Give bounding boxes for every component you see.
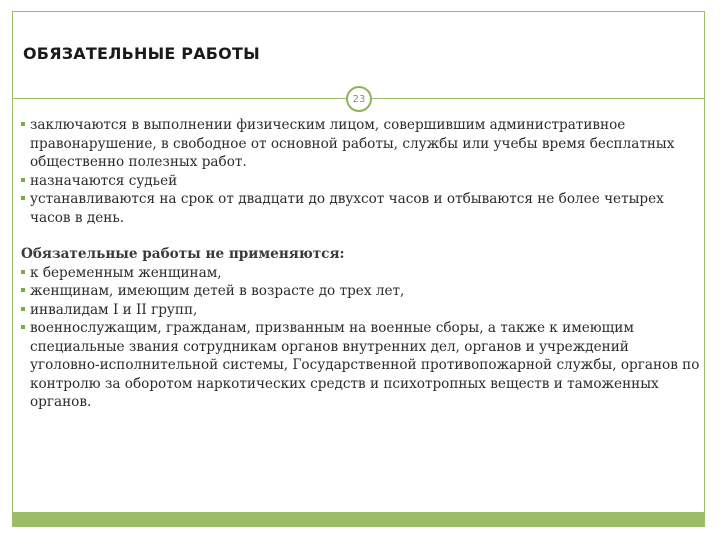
slide-content — [21, 116, 701, 412]
bullet-text: устанавливаются на срок от двадцати до двухсот часов и отбываются не более четырех часов в день. — [30, 191, 664, 226]
bullet-item — [21, 190, 701, 227]
square-bullet-icon — [21, 122, 25, 126]
bullet-text: назначаются судьей — [30, 172, 178, 189]
bullet-text: женщинам, имеющим детей в возрасте до трех лет, — [30, 283, 405, 299]
page-number-badge: 23 — [346, 86, 372, 112]
square-bullet-icon — [21, 270, 25, 274]
spacer — [21, 227, 701, 245]
bullet-text: к беременным женщинам, — [30, 264, 222, 281]
square-bullet-icon — [21, 196, 25, 200]
bullet-item — [21, 282, 701, 301]
bullet-text: заключаются в выполнении физическим лицом, совершившим административное правонарушение, в свободное от основной работы, службы или учебы время бесплатных общественно полезных работ. — [30, 117, 675, 170]
bullet-item — [21, 301, 701, 320]
bullet-item — [21, 116, 701, 172]
subheading: Обязательные работы не применяются: — [21, 246, 345, 262]
slide-title: ОБЯЗАТЕЛЬНЫЕ РАБОТЫ — [23, 44, 260, 63]
square-bullet-icon — [21, 288, 25, 292]
bullet-item — [21, 264, 701, 283]
bullet-text: военнослужащим, гражданам, призванным на военные сборы, а также к имеющим специальные звания сотрудникам органов внутренних дел, органов и учреждений уголовно-исполнительной системы, Государственной противопожарной службы, органов по контролю за оборотом наркотических средств и психотропных веществ и таможенных органов. — [30, 320, 700, 410]
bullet-item — [21, 172, 701, 191]
bullet-item — [21, 319, 701, 412]
bullet-text: инвалидам I и II групп, — [30, 301, 198, 318]
slide-frame — [12, 11, 705, 527]
square-bullet-icon — [21, 307, 25, 311]
square-bullet-icon — [21, 325, 25, 329]
footer-accent-bar — [13, 512, 704, 526]
square-bullet-icon — [21, 178, 25, 182]
